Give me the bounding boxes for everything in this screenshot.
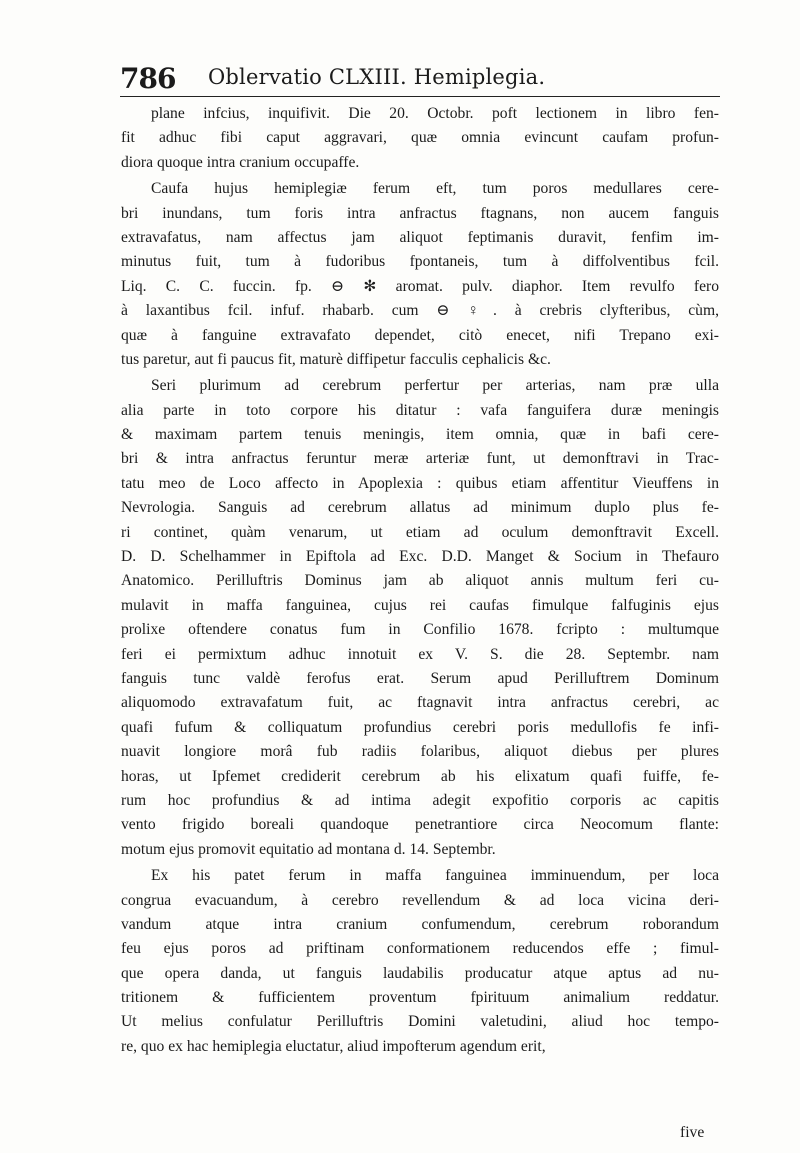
text-line: extravafatus, nam affectus jam aliquot feptimanis duravit, fenfim im- — [121, 228, 719, 246]
text-line: Anatomico. Perilluftris Dominus jam ab aliquot annis multum feri cu- — [121, 572, 719, 590]
text-line: plane infcius, inquifivit. Die 20. Octobr. poft lectionem in libro fen- — [151, 105, 719, 122]
text-line: tritionem & fufficientem proventum fpirituum animalium reddatur. — [121, 989, 719, 1007]
text-line: tus paretur, aut fi paucus fit, maturè diffipetur facculis cephalicis &c. — [121, 350, 551, 368]
paragraph — [121, 864, 719, 1059]
running-title: Oblervatio CLXIII. Hemiplegia. — [208, 65, 546, 89]
text-line: quafi fufum & colliquatum profundius cerebri poris medullofis fe infi- — [121, 718, 719, 736]
page-header — [120, 62, 720, 97]
text-line: Ut melius confulatur Perilluftris Domini valetudini, aliud hoc tempo- — [121, 1013, 719, 1031]
text-line: Liq. C. C. fuccin. fp. ⊖ ✻ aromat. pulv. diaphor. Item revulfo fero — [121, 277, 719, 295]
text-line: prolixe oftendere conatus fum in Confilio 1678. fcripto : multumque — [121, 621, 719, 639]
catchword: five — [680, 1124, 705, 1141]
paragraph — [121, 102, 719, 175]
text-line: & maximam partem tenuis meningis, item omnia, quæ in bafi cere- — [121, 426, 719, 444]
text-line: vandum atque intra cranium confumendum, cerebrum roborandum — [121, 915, 719, 933]
text-line: congrua evacuandum, à cerebro revellendum & ad loca vicina deri- — [121, 891, 719, 909]
page-number: 786 — [120, 62, 176, 95]
text-line: Seri plurimum ad cerebrum perfertur per arterias, nam præ ulla — [151, 377, 719, 395]
text-line: bri inundans, tum foris intra anfractus ftagnans, non aucem fanguis — [121, 204, 719, 222]
text-line: vento frigido boreali quandoque penetrantiore circa Neocomum flante: — [121, 816, 719, 834]
text-line: horas, ut Ipfemet crediderit cerebrum ab his elixatum quafi fuiffe, fe- — [121, 767, 719, 785]
text-line: Ex his patet ferum in maffa fanguinea imminuendum, per loca — [151, 867, 719, 885]
page-body — [121, 102, 719, 1059]
text-line: que opera danda, ut fanguis laudabilis producatur atque aptus ad nu- — [121, 964, 719, 982]
text-line: mulavit in maffa fanguinea, cujus rei caufas fimulque falfuginis ejus — [121, 596, 719, 614]
text-line: Nevrologia. Sanguis ad cerebrum allatus ad minimum duplo plus fe- — [121, 499, 719, 517]
paragraph — [121, 374, 719, 862]
text-line: motum ejus promovit equitatio ad montana d. 14. Septembr. — [121, 840, 496, 858]
paragraph — [121, 177, 719, 372]
text-line: bri & intra anfractus feruntur meræ arteriæ funt, ut demonftravi in Trac- — [121, 450, 719, 468]
text-line: Caufa hujus hemiplegiæ ferum eft, tum poros medullares cere- — [151, 180, 719, 198]
text-line: diora quoque intra cranium occupaffe. — [121, 153, 360, 171]
text-line: rum hoc profundius & ad intima adegit expofitio corporis ac capitis — [121, 791, 719, 809]
text-line: minutus fuit, tum à fudoribus fpontaneis, tum à diffolventibus fcil. — [121, 253, 719, 271]
text-line: ri continet, quàm venarum, ut etiam ad oculum demonftravit Excell. — [121, 523, 719, 541]
text-line: nuavit longiore morâ fub radiis folaribus, aliquot diebus per plures — [121, 743, 719, 761]
text-line: feri ei permixtum adhuc innotuit ex V. S. die 28. Septembr. nam — [121, 645, 719, 663]
text-line: feu ejus poros ad priftinam conformationem reducendos effe ; fimul- — [121, 940, 719, 958]
text-line: aliquomodo extravafatum fuit, ac ftagnavit intra anfractus cerebri, ac — [121, 694, 719, 712]
text-line: à laxantibus fcil. infuf. rhabarb. cum ⊖ ♀. à crebris clyfteribus, cùm, — [121, 302, 719, 320]
text-line: quæ à fanguine extravafato dependet, citò enecet, nifi Trepano exi- — [121, 326, 719, 344]
text-line: tatu meo de Loco affecto in Apoplexia : quibus etiam affentitur Vieuffens in — [121, 474, 719, 492]
text-line: re, quo ex hac hemiplegia eluctatur, aliud impofterum agendum erit, — [121, 1037, 546, 1055]
text-line: alia parte in toto corpore his ditatur : vafa fanguifera duræ meningis — [121, 401, 719, 419]
text-line: D. D. Schelhammer in Epiftola ad Exc. D.D. Manget & Socium in Thefauro — [121, 548, 719, 566]
text-line: fanguis tunc valdè ferofus erat. Serum apud Perilluftrem Dominum — [121, 669, 719, 687]
text-line: fit adhuc fibi caput aggravari, quæ omnia evincunt caufam profun- — [121, 129, 719, 147]
